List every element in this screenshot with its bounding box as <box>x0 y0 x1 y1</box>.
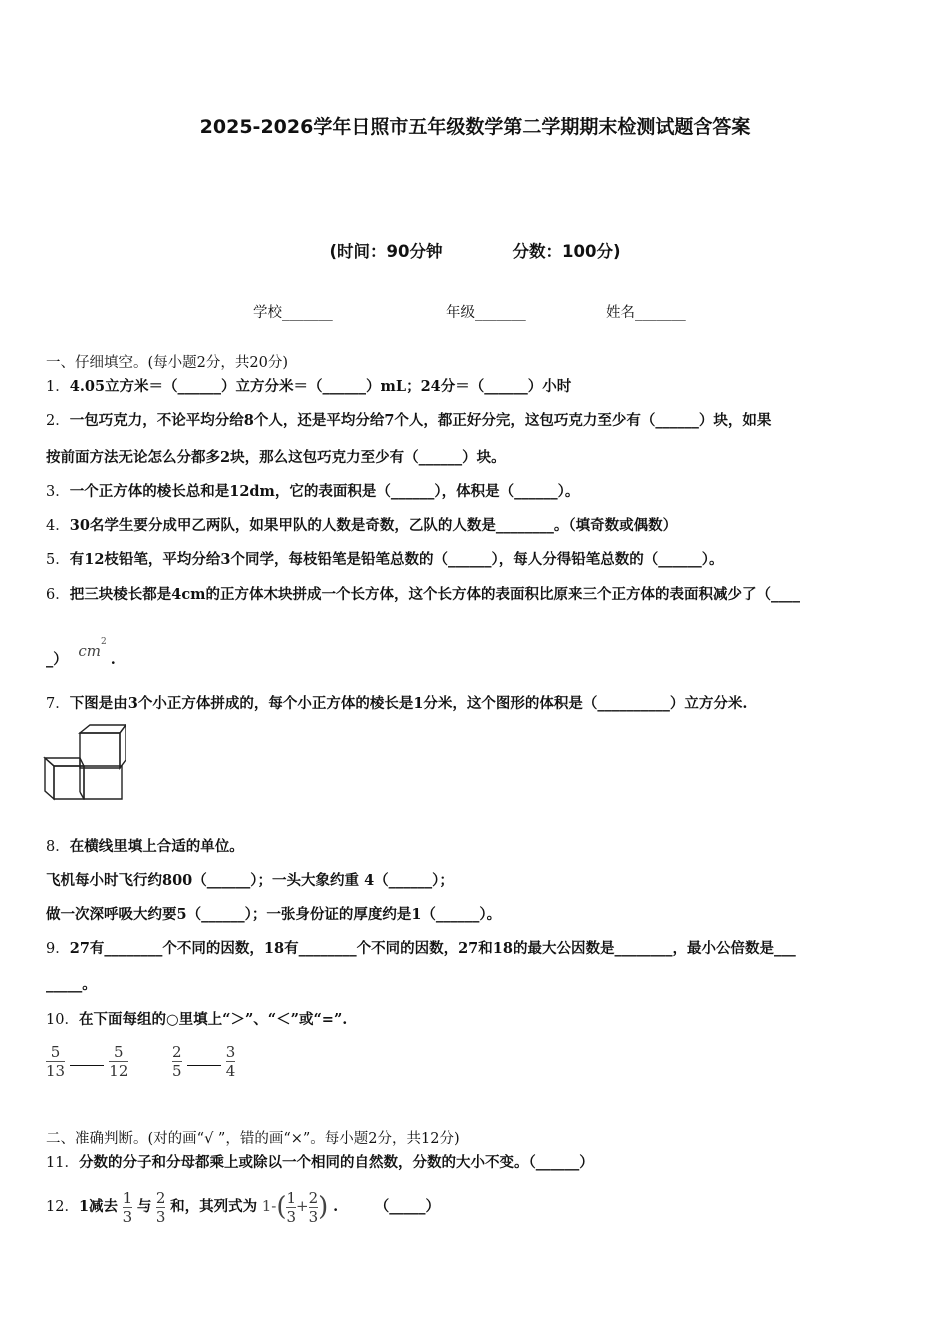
top-cube-top <box>80 725 126 733</box>
denominator: 12 <box>109 1062 129 1080</box>
question-number: 4． <box>46 518 70 534</box>
question-2-line-2 <box>46 448 506 468</box>
section-heading-1: 一、仔细填空。(每小题2分，共20分) <box>46 355 288 371</box>
question-number: 1． <box>46 379 70 395</box>
question-10 <box>46 1010 347 1030</box>
question-text: 在横线里填上合适的单位。 <box>69 838 244 855</box>
question-number: 9． <box>46 941 70 957</box>
question-number: 3． <box>46 484 70 500</box>
question-number: 2． <box>46 413 70 429</box>
denominator: 4 <box>225 1062 236 1080</box>
question-text: 在下面每组的○里填上“＞”、“＜”或“=”. <box>78 1011 348 1028</box>
question-6-line-2 <box>46 637 116 670</box>
expr-plus: + <box>296 1197 309 1215</box>
comparison-pair-2 <box>172 1043 235 1080</box>
fraction <box>46 1043 65 1080</box>
question-2 <box>46 411 771 431</box>
top-cube-front <box>80 733 120 768</box>
question-text: 4.05立方米＝（______）立方分米＝（______）mL；24分＝（______）小时 <box>69 378 572 395</box>
numerator: 2 <box>308 1188 319 1207</box>
denominator: 3 <box>286 1207 297 1226</box>
question-12 <box>46 1184 440 1229</box>
question-number: 11． <box>46 1155 79 1171</box>
denominator: 3 <box>122 1207 133 1226</box>
question-text: 下图是由3个小正方体拼成的，每个小正方体的棱长是1分米，这个图形的体积是（__________）立方分米. <box>69 695 748 712</box>
fraction <box>156 1189 166 1226</box>
unit-sup: 2 <box>100 637 107 647</box>
left-cube-top <box>45 758 84 766</box>
time-label: (时间：90分钟 <box>329 242 443 261</box>
comparison-blank[interactable] <box>70 1065 104 1066</box>
name-field[interactable]: 姓名_______ <box>606 305 686 321</box>
cubes-figure <box>42 722 126 802</box>
top-cube-side <box>120 725 126 768</box>
expression: 1-( $\frac{1}{3}$ + $\frac{2}{3}$ ) <box>261 1188 329 1226</box>
unit-cm: cm <box>78 641 101 660</box>
question-text: 和，其列式为 <box>170 1198 258 1215</box>
question-tail: . <box>333 1198 339 1215</box>
score-label: 分数：100分) <box>512 242 621 261</box>
question-number: 12． <box>46 1199 79 1215</box>
question-number: 8． <box>46 839 70 855</box>
question-text: _____。 <box>46 976 97 993</box>
question-number: 10． <box>46 1012 79 1028</box>
question-number: 6． <box>46 587 70 603</box>
question-5 <box>46 550 724 570</box>
denominator: 3 <box>155 1207 166 1226</box>
comparison-blank[interactable] <box>187 1065 221 1066</box>
numerator: 3 <box>225 1043 236 1061</box>
question-8-line-2 <box>46 871 454 891</box>
question-7 <box>46 694 747 714</box>
section-heading-2: 二、准确判断。(对的画“√ ”，错的画“×”。每小题2分，共12分) <box>46 1131 460 1147</box>
question-text: 分数的分子和分母都乘上或除以一个相同的自然数，分数的大小不变。（______） <box>78 1154 594 1171</box>
question-number: 7． <box>46 696 70 712</box>
numerator: 1 <box>122 1188 133 1207</box>
numerator: 5 <box>114 1043 124 1061</box>
denominator: 13 <box>46 1062 66 1080</box>
question-9-line-2 <box>46 975 97 995</box>
numerator: 1 <box>286 1188 297 1207</box>
exam-meta <box>0 238 950 262</box>
question-text: 一包巧克力，不论平均分给8个人，还是平均分给7个人，都正好分完，这包巧克力至少有（______）块，如果 <box>69 412 772 429</box>
question-number: 5． <box>46 552 70 568</box>
question-6 <box>46 585 800 605</box>
comparison-pair-1 <box>46 1043 128 1080</box>
question-text: 1减去 <box>78 1198 119 1215</box>
school-field[interactable]: 学校_______ <box>253 305 333 321</box>
question-text: 30名学生要分成甲乙两队，如果甲队的人数是奇数，乙队的人数是________。（填奇数或偶数） <box>69 517 678 534</box>
answer-blank[interactable]: （_____） <box>374 1198 440 1215</box>
question-1 <box>46 377 571 397</box>
question-text: 有12枝铅笔，平均分给3个同学，每枝铅笔是铅笔总数的（______），每人分得铅笔总数的（______）。 <box>69 551 724 568</box>
question-text: 与 <box>136 1198 152 1215</box>
fraction <box>309 1189 319 1226</box>
page-title: 2025-2026学年日照市五年级数学第二学期期末检测试题含答案 <box>199 116 751 138</box>
question-text: 27有________个不同的因数，18有________个不同的因数，27和18的最大公因数是________，最小公倍数是___ <box>69 940 796 957</box>
question-8-line-3 <box>46 905 501 925</box>
question-8 <box>46 837 244 857</box>
expr-one: 1- <box>261 1197 277 1215</box>
question-text: _） <box>46 650 68 668</box>
denominator: 5 <box>172 1062 182 1080</box>
question-text: 一个正方体的棱长总和是12dm，它的表面积是（______），体积是（______）。 <box>69 483 580 500</box>
question-9 <box>46 939 796 959</box>
question-3 <box>46 482 579 502</box>
numerator: 5 <box>50 1043 61 1061</box>
question-4 <box>46 516 677 536</box>
fraction <box>172 1043 182 1080</box>
fraction <box>286 1189 296 1226</box>
right-cube-front <box>84 766 122 799</box>
numerator: 2 <box>172 1043 182 1061</box>
question-text: 做一次深呼吸大约要5（______）；一张身份证的厚度约是1（______）。 <box>46 906 502 923</box>
fraction <box>123 1189 133 1226</box>
grade-field[interactable]: 年级_______ <box>446 305 526 321</box>
fraction <box>226 1043 236 1080</box>
denominator: 3 <box>308 1207 319 1226</box>
question-text: 把三块棱长都是4cm的正方体木块拼成一个长方体，这个长方体的表面积比原来三个正方体的表面积减少了（____ <box>69 586 800 603</box>
numerator: 2 <box>155 1188 166 1207</box>
question-tail: . <box>110 650 116 668</box>
question-text: 按前面方法无论怎么分都多2块，那么这包巧克力至少有（______）块。 <box>46 449 506 466</box>
question-text: 飞机每小时飞行约800（______）；一头大象约重 4（______）； <box>46 872 454 889</box>
question-11 <box>46 1153 594 1173</box>
fraction <box>109 1043 128 1080</box>
